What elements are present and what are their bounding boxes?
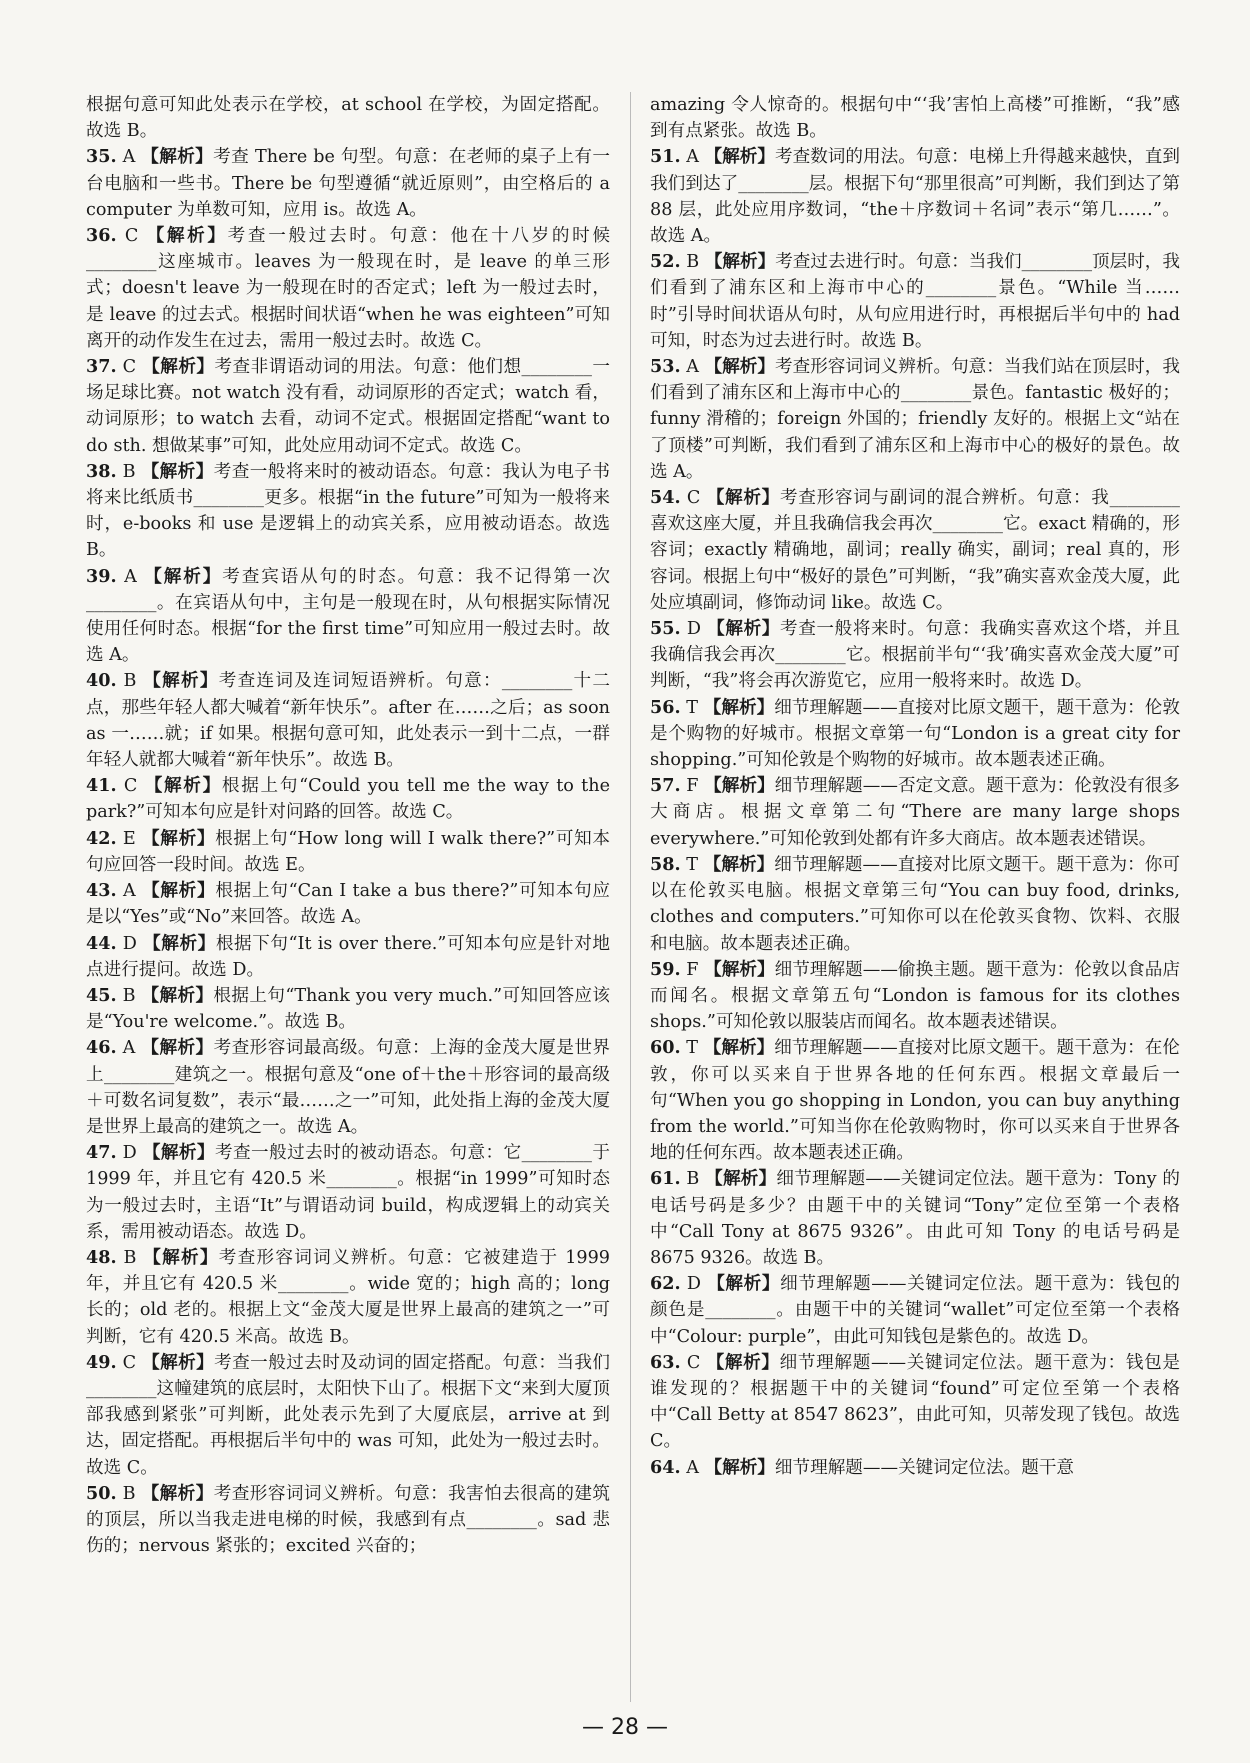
- question-number: 38.: [86, 460, 117, 482]
- analysis-tag: 【解析】: [146, 225, 228, 247]
- explanation-text: 细节理解题——偷换主题。题干意为：伦敦以食品店而闻名。根据文章第五句“London is famous for its clothes shops.”可知伦敦以服装店而闻名。故本题表述错误。: [650, 959, 1181, 1033]
- explanation-text: 根据句意可知此处表示在学校，at school 在学校，为固定搭配。故选 B。: [86, 95, 610, 142]
- explanation-text: amazing 令人惊奇的。根据句中“‘我’害怕上高楼”可推断，“我”感到有点紧张。故选 B。: [650, 95, 1180, 142]
- question-number: 58.: [650, 853, 681, 875]
- answer-entry: [650, 1455, 1180, 1481]
- answer-entry: [86, 668, 610, 773]
- answer-letter: D: [122, 1143, 137, 1164]
- left-column: [86, 92, 610, 1559]
- answer-letter: A: [686, 147, 699, 168]
- explanation-text: 考查连词及连词短语辨析。句意：________十二点，那些年轻人都大喊着“新年快乐”。after 在……之后；as soon as 一……就；if 如果。根据句意可知，此处表示一到十二点，一群年轻人就都大喊着“新年快乐”。故选 B。: [86, 671, 610, 771]
- explanation-text: 细节理解题——关键词定位法。题干意: [774, 1457, 1075, 1478]
- answer-letter: D: [686, 619, 701, 640]
- answer-letter: B: [686, 252, 700, 273]
- question-number: 45.: [86, 984, 117, 1006]
- question-number: 46.: [86, 1037, 117, 1059]
- explanation-text: 考查一般过去时。句意：他在十八岁的时候________这座城市。leaves 为一般现在时，是 leave 的单三形式；doesn't leave 为一般现在时的否定式；left 为一般过去时，是 leave 的过去式。根据时间状语“when he was eighteen”可知离开的动作发生在过去，需用一般过去时。故选 C。: [86, 226, 610, 351]
- answer-letter: F: [686, 959, 699, 980]
- explanation-text: 细节理解题——关键词定位法。题干意为：钱包的颜色是________。由题干中的关键词“wallet”可定位至第一个表格中“Colour: purple”，由此可知钱包是紫色的。故选 D。: [650, 1274, 1180, 1347]
- analysis-tag: 【解析】: [705, 1168, 777, 1190]
- question-number: 42.: [86, 827, 117, 849]
- answer-entry: [86, 144, 610, 223]
- answer-entry: [650, 249, 1180, 354]
- question-number: 37.: [86, 356, 117, 378]
- answer-letter: A: [122, 147, 136, 168]
- explanation-text: 根据下句“It is over there.”可知本句应是针对地点进行提问。故选 D。: [86, 933, 610, 980]
- answer-letter: D: [122, 933, 137, 954]
- explanation-text: 考查一般将来时。句意：我确实喜欢这个塔，并且我确信我会再次________它。根据前半句“‘我’确实喜欢金茂大厦”可判断，“我”将会再次游览它，应用一般将来时。故选 D。: [650, 619, 1180, 692]
- answer-letter: B: [686, 1169, 700, 1190]
- analysis-tag: 【解析】: [142, 356, 215, 378]
- page-number: — 28 —: [582, 1715, 668, 1740]
- analysis-tag: 【解析】: [141, 1037, 214, 1059]
- explanation-text: 考查一般过去时及动词的固定搭配。句意：当我们________这幢建筑的底层时，太阳快下山了。根据下文“来到大厦顶部我感到紧张”可判断，此处表示先到了大厦底层，arrive at 到达，固定搭配。再根据后半句中的 was 可知，此处为一般过去时。故选 C。: [86, 1352, 610, 1478]
- question-number: 61.: [650, 1168, 681, 1190]
- analysis-tag: 【解析】: [142, 1142, 215, 1164]
- answer-letter: C: [122, 357, 137, 378]
- explanation-text: 考查形容词词义辨析。句意：我害怕去很高的建筑的顶层，所以当我走进电梯的时候，我感到有点________。sad 悲伤的；nervous 紧张的；excited 兴奋的；: [86, 1483, 610, 1557]
- answer-entry: [86, 878, 610, 930]
- answer-letter: B: [122, 461, 136, 482]
- answer-letter: C: [686, 488, 701, 509]
- continuation-text: [650, 92, 1180, 144]
- answer-letter: A: [686, 357, 699, 378]
- answer-entry: [650, 695, 1180, 774]
- answer-entry: [86, 983, 610, 1035]
- explanation-text: 根据上句“How long will I walk there?”可知本句应回答一段时间。故选 E。: [86, 828, 611, 875]
- question-number: 44.: [86, 932, 117, 954]
- analysis-tag: 【解析】: [141, 1482, 214, 1504]
- answer-entry: [86, 1350, 610, 1481]
- question-number: 36.: [86, 225, 117, 247]
- analysis-tag: 【解析】: [707, 1273, 781, 1295]
- explanation-text: 考查过去进行时。句意：当我们________顶层时，我们看到了浦东区和上海市中心的________景色。“While 当……时”引导时间状语从句时，从句应用进行时，再根据后半句中的 had 可知，时态为过去进行时。故选 B。: [650, 252, 1181, 351]
- analysis-tag: 【解析】: [142, 1351, 215, 1373]
- answer-entry: [650, 957, 1180, 1036]
- explanation-text: 细节理解题——关键词定位法。题干意为：钱包是谁发现的？根据题干中的关键词“found”可定位至第一个表格中“Call Betty at 8547 8623”，由此可知，贝蒂发现了钱包。故选 C。: [650, 1352, 1181, 1452]
- question-number: 63.: [650, 1351, 681, 1373]
- question-number: 57.: [650, 775, 681, 797]
- analysis-tag: 【解析】: [141, 460, 214, 482]
- explanation-text: 考查宾语从句的时态。句意：我不记得第一次________。在宾语从句中，主句是一般现在时，从句根据实际情况使用任何时态。根据“for the first time”可知应用一般过去时。故选 A。: [86, 566, 610, 666]
- answer-entry: [86, 354, 610, 459]
- explanation-text: 考查 There be 句型。句意：在老师的桌子上有一台电脑和一些书。There be 句型遵循“就近原则”，由空格后的 a computer 为单数可知，应用 is。故选 A。: [86, 147, 610, 220]
- answer-letter: B: [122, 1483, 136, 1504]
- answer-entry: [650, 616, 1180, 695]
- continuation-text: [86, 92, 610, 144]
- answer-letter: B: [122, 985, 136, 1006]
- answer-letter: A: [686, 1457, 699, 1478]
- question-number: 49.: [86, 1351, 117, 1373]
- explanation-text: 细节理解题——关键词定位法。题干意为：Tony 的电话号码是多少？由题干中的关键词“Tony”定位至第一个表格中“Call Tony at 8675 9326”。由此可知 Tony 的电话号码是 8675 9326。故选 B。: [650, 1169, 1181, 1268]
- question-number: 59.: [650, 958, 681, 980]
- analysis-tag: 【解析】: [707, 618, 780, 640]
- analysis-tag: 【解析】: [141, 146, 214, 168]
- answer-entry: [650, 852, 1180, 957]
- question-number: 40.: [86, 670, 117, 692]
- analysis-tag: 【解析】: [141, 984, 214, 1006]
- question-number: 47.: [86, 1142, 117, 1164]
- question-number: 60.: [650, 1037, 681, 1059]
- explanation-text: 根据上句“Can I take a bus there?”可知本句应是以“Yes”或“No”来回答。故选 A。: [86, 881, 611, 928]
- analysis-tag: 【解析】: [144, 775, 222, 797]
- answer-entry: [650, 485, 1180, 616]
- answer-letter: B: [123, 1247, 137, 1268]
- right-column: [650, 92, 1180, 1481]
- explanation-text: 考查形容词词义辨析。句意：它被建造于 1999 年，并且它有 420.5 米________。wide 宽的；high 高的；long 长的；old 老的。根据上文“金茂大厦是世界上最高的建筑之一”可判断，它有 420.5 米高。故选 B。: [86, 1247, 610, 1347]
- explanation-text: 考查一般将来时的被动语态。句意：我认为电子书将来比纸质书________更多。根据“in the future”可知为一般将来时，e-books 和 use 是逻辑上的动宾关系，应用被动语态。故选 B。: [86, 461, 610, 561]
- question-number: 53.: [650, 356, 681, 378]
- question-number: 43.: [86, 880, 117, 902]
- analysis-tag: 【解析】: [704, 775, 775, 797]
- answer-entry: [86, 1245, 610, 1350]
- question-number: 50.: [86, 1482, 117, 1504]
- question-number: 35.: [86, 146, 117, 168]
- answer-letter: A: [124, 566, 137, 587]
- analysis-tag: 【解析】: [142, 880, 216, 902]
- question-number: 55.: [650, 618, 681, 640]
- answer-entry: [86, 1481, 610, 1560]
- question-number: 41.: [86, 775, 117, 797]
- answer-entry: [86, 564, 610, 669]
- analysis-tag: 【解析】: [704, 356, 775, 378]
- explanation-text: 考查形容词与副词的混合辨析。句意：我________喜欢这座大厦，并且我确信我会再次________它。exact 精确的，形容词；exactly 精确地，副词；really 确实，副词；real 真的，形容词。根据上句中“极好的景色”可判断，“我”确实喜欢金茂大厦，此处应填副词，修饰动词 like。故选 C。: [650, 488, 1180, 613]
- question-number: 48.: [86, 1246, 117, 1268]
- analysis-tag: 【解析】: [704, 251, 776, 273]
- analysis-tag: 【解析】: [143, 932, 216, 954]
- analysis-tag: 【解析】: [704, 1456, 775, 1478]
- analysis-tag: 【解析】: [703, 853, 775, 875]
- explanation-text: 考查一般过去时的被动语态。句意：它________于 1999 年，并且它有 420.5 米________。根据“in 1999”可知时态为一般过去时，主语“It”与谓语动词 build，构成逻辑上的动宾关系，需用被动语态。故选 D。: [86, 1143, 611, 1242]
- analysis-tag: 【解析】: [704, 958, 775, 980]
- explanation-text: 根据上句“Thank you very much.”可知回答应该是“You're welcome.”。故选 B。: [86, 985, 611, 1033]
- explanation-text: 细节理解题——直接对比原文题干。题干意为：你可以在伦敦买电脑。根据文章第三句“You can buy food, drinks, clothes and computers.”可知你可以在伦敦买食物、饮料、衣服和电脑。故本题表述正确。: [650, 854, 1181, 954]
- analysis-tag: 【解析】: [703, 1037, 775, 1059]
- analysis-tag: 【解析】: [703, 696, 775, 718]
- answer-entry: [650, 1271, 1180, 1350]
- question-number: 51.: [650, 146, 681, 168]
- analysis-tag: 【解析】: [143, 1246, 219, 1268]
- answer-letter: E: [122, 828, 136, 849]
- answer-letter: C: [123, 776, 138, 797]
- explanation-text: 考查形容词词义辨析。句意：当我们站在顶层时，我们看到了浦东区和上海市中心的________景色。fantastic 极好的；funny 滑稽的；foreign 外国的；friendly 友好的。根据上文“站在了顶楼”可判断，我们看到了浦东区和上海市中心的极好的景色。故选 A。: [650, 357, 1180, 482]
- answer-letter: T: [686, 1038, 699, 1059]
- answer-letter: C: [124, 226, 139, 247]
- explanation-text: 考查形容词最高级。句意：上海的金茂大厦是世界上________建筑之一。根据句意及“one of＋the＋形容词的最高级＋可数名词复数”，表示“最……之一”可知，此处指上海的金茂大厦是世界上最高的建筑之一。故选 A。: [86, 1038, 610, 1137]
- question-number: 52.: [650, 251, 681, 273]
- analysis-tag: 【解析】: [144, 565, 223, 587]
- answer-entry: [650, 1035, 1180, 1166]
- answer-entry: [650, 144, 1180, 249]
- explanation-text: 细节理解题——否定文意。题干意为：伦敦没有很多大商店。根据文章第二句“There are many large shops everywhere.”可知伦敦到处都有许多大商店。故本题表述错误。: [650, 776, 1181, 849]
- answer-entry: [650, 773, 1180, 852]
- explanation-text: 细节理解题——直接对比原文题干。题干意为：在伦敦，你可以买来自于世界各地的任何东西。根据文章最后一句“When you go shopping in London, you can buy anything from the world.”可知当你在伦敦购物时，你可以买来自于世界各地的任何东西。故本题表述正确。: [650, 1038, 1181, 1164]
- answer-entry: [86, 773, 610, 825]
- question-number: 56.: [650, 696, 681, 718]
- explanation-text: 根据上句“Could you tell me the way to the park?”可知本句应是针对问路的回答。故选 C。: [86, 776, 611, 823]
- answer-entry: [650, 1350, 1180, 1455]
- answer-letter: A: [122, 1038, 136, 1059]
- column-divider: [630, 92, 631, 1702]
- answer-entry: [650, 1166, 1180, 1271]
- answer-letter: T: [686, 854, 699, 875]
- explanation-text: 考查数词的用法。句意：电梯上升得越来越快，直到我们到达了________层。根据下句“那里很高”可判断，我们到达了第 88 层，此处应用序数词，“the＋序数词＋名词”表示“第几……”。故选 A。: [650, 147, 1180, 247]
- answer-entry: [86, 826, 610, 878]
- explanation-text: 细节理解题——直接对比原文题干，题干意为：伦敦是个购物的好城市。根据文章第一句“London is a great city for shopping.”可知伦敦是个购物的好城市。故本题表述正确。: [650, 697, 1181, 771]
- analysis-tag: 【解析】: [706, 1351, 780, 1373]
- question-number: 39.: [86, 565, 117, 587]
- explanation-text: 考查非谓语动词的用法。句意：他们想________一场足球比赛。not watch 没有看，动词原形的否定式；watch 看，动词原形；to watch 去看，动词不定式。根据固定搭配“want to do sth. 想做某事”可知，此处应用动词不定式。故选 C。: [86, 357, 610, 456]
- analysis-tag: 【解析】: [142, 827, 216, 849]
- answer-letter: F: [686, 776, 699, 797]
- answer-letter: T: [686, 697, 699, 718]
- answer-letter: C: [686, 1352, 701, 1373]
- analysis-tag: 【解析】: [704, 146, 775, 168]
- answer-letter: A: [122, 881, 136, 902]
- answer-entry: [86, 1035, 610, 1140]
- answer-entry: [86, 1140, 610, 1245]
- analysis-tag: 【解析】: [706, 487, 780, 509]
- question-number: 62.: [650, 1273, 681, 1295]
- answer-entry: [86, 223, 610, 354]
- answer-letter: B: [123, 671, 137, 692]
- answer-letter: D: [686, 1274, 701, 1295]
- question-number: 54.: [650, 487, 681, 509]
- analysis-tag: 【解析】: [143, 670, 219, 692]
- answer-entry: [86, 459, 610, 564]
- answer-entry: [650, 354, 1180, 485]
- answer-letter: C: [122, 1352, 137, 1373]
- question-number: 64.: [650, 1456, 681, 1478]
- answer-entry: [86, 931, 610, 983]
